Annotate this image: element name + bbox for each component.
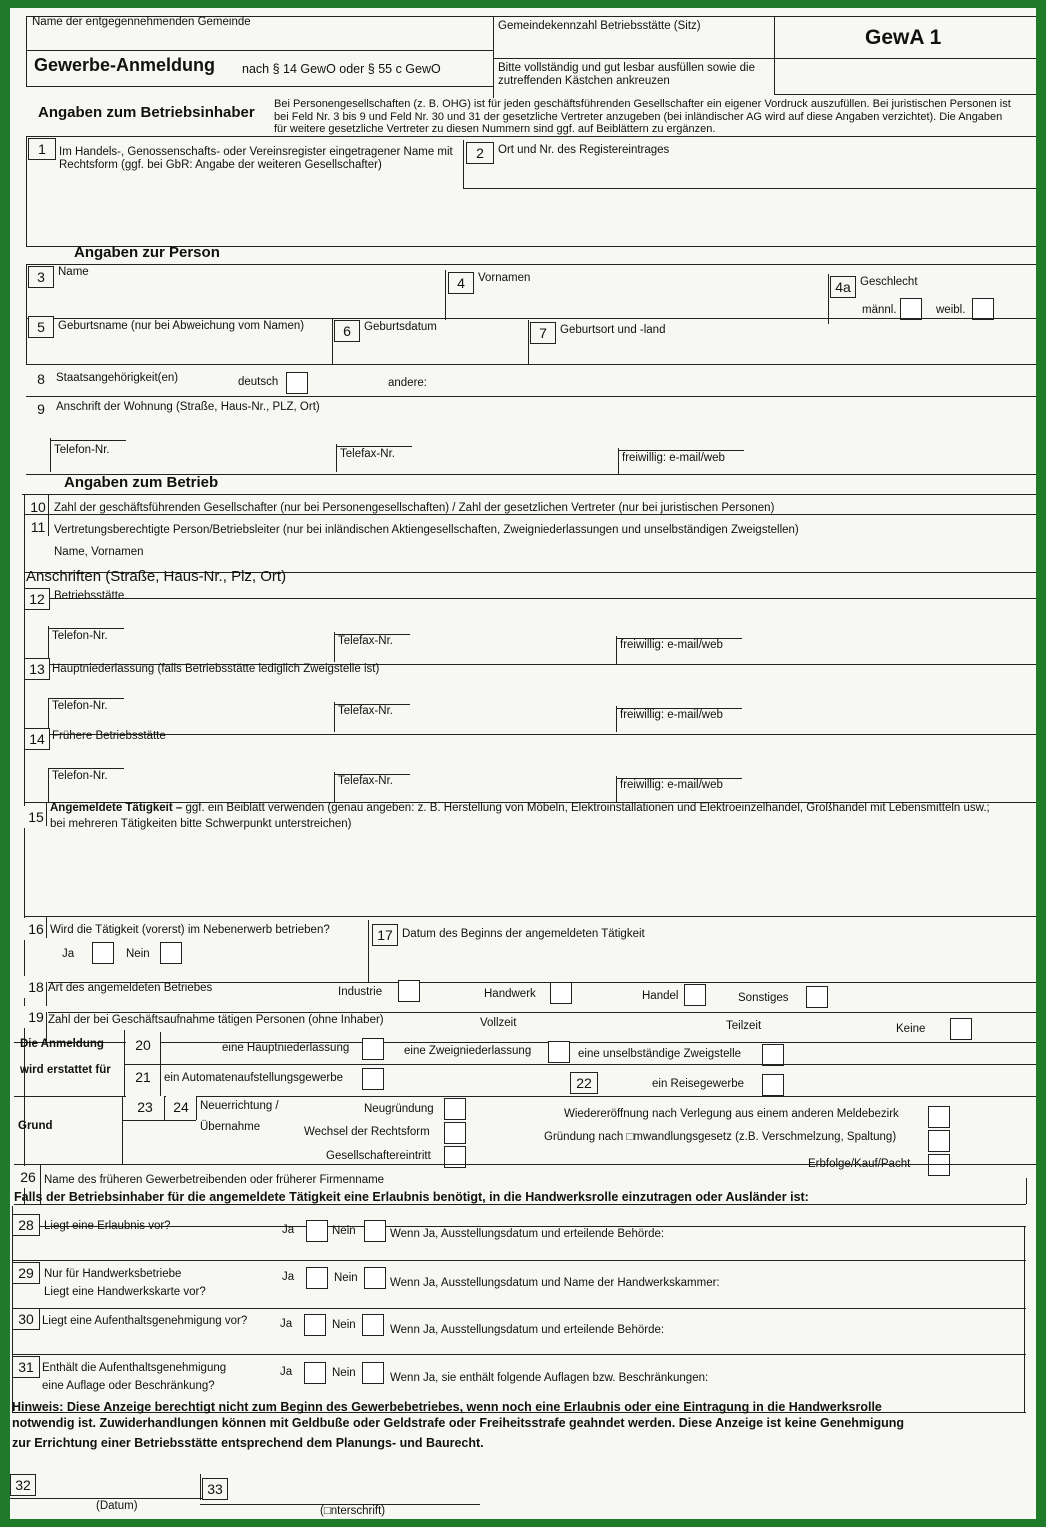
rule bbox=[122, 1120, 196, 1121]
industrie-checkbox[interactable] bbox=[398, 980, 420, 1002]
inhaber-heading: Angaben zum Betriebsinhaber bbox=[38, 104, 255, 121]
rule bbox=[124, 1064, 1036, 1065]
anschriften-heading: Anschriften (Straße, Haus-Nr., Plz, Ort) bbox=[26, 568, 287, 585]
field-number-18: 18 bbox=[24, 976, 48, 998]
field-31-wenn: Wenn Ja, sie enthält folgende Auflagen bzw. Beschränkungen: bbox=[390, 1372, 709, 1384]
rule bbox=[493, 58, 1036, 59]
rule bbox=[24, 734, 1036, 735]
field-18-label: Art des angemeldeten Betriebes bbox=[48, 982, 213, 994]
field-15-label-text: ggf. ein Beiblatt verwenden (genau angeben: z. B. Herstellung von Möbeln, Elektroinstallationen und Elektroeinzelhandel, Großhandel mit Lebensmitteln usw.; bbox=[185, 802, 990, 814]
rule bbox=[528, 320, 529, 364]
field-19-label: Zahl der bei Geschäftsaufnahme tätigen Personen (ohne Inhaber) bbox=[48, 1014, 384, 1026]
rule bbox=[828, 274, 829, 324]
neuerrichtung-label: Neuerrichtung / bbox=[200, 1100, 279, 1112]
handwerkskarte-ja-checkbox[interactable] bbox=[306, 1267, 328, 1289]
field-number-33: 33 bbox=[202, 1478, 228, 1500]
field-29-wenn: Wenn Ja, Ausstellungsdatum und Name der Handwerkskammer: bbox=[390, 1277, 720, 1289]
field-number-4: 4 bbox=[448, 272, 474, 294]
field-30-wenn: Wenn Ja, Ausstellungsdatum und erteilende Behörde: bbox=[390, 1324, 665, 1336]
rule bbox=[1024, 1226, 1025, 1412]
email-label-14: freiwillig: e-mail/web bbox=[620, 779, 723, 791]
rule bbox=[48, 514, 49, 536]
handwerk-label: Handwerk bbox=[484, 988, 536, 1000]
wiedereroeffnung-checkbox[interactable] bbox=[928, 1106, 950, 1128]
keine-label: Keine bbox=[896, 1023, 926, 1035]
betrieb-heading: Angaben zum Betrieb bbox=[64, 474, 219, 491]
aufenthalt-ja-checkbox[interactable] bbox=[304, 1314, 326, 1336]
field-number-13: 13 bbox=[24, 658, 50, 680]
field-number-22: 22 bbox=[570, 1072, 598, 1094]
field-16-ja-label: Ja bbox=[62, 948, 75, 960]
zweigstelle-label: eine unselbständige Zweigstelle bbox=[578, 1048, 742, 1060]
rule bbox=[334, 702, 335, 732]
rule bbox=[1026, 1178, 1027, 1204]
hauptniederlassung-label: eine Hauptniederlassung bbox=[222, 1042, 350, 1054]
field-8-label: Staatsangehörigkeit(en) bbox=[56, 372, 179, 384]
rule bbox=[368, 920, 369, 982]
rechtsform-label: Wechsel der Rechtsform bbox=[304, 1126, 430, 1138]
field-number-31: 31 bbox=[12, 1356, 40, 1378]
field-number-12: 12 bbox=[24, 588, 50, 610]
industrie-label: Industrie bbox=[338, 986, 383, 998]
field-29-label1: Nur für Handwerksbetriebe bbox=[44, 1268, 182, 1280]
rule bbox=[24, 916, 1036, 917]
field-30-nein: Nein bbox=[332, 1319, 356, 1331]
rule bbox=[774, 94, 1036, 95]
field-10-label: Zahl der geschäftsführenden Gesellschafter (nur bei Personengesellschaften) / Zahl der gesetzlichen Vertreter (nur bei juristischen Personen) bbox=[54, 502, 775, 514]
field-number-32: 32 bbox=[10, 1474, 36, 1496]
rule bbox=[26, 364, 1036, 365]
rule bbox=[12, 1308, 1026, 1309]
erbfolge-checkbox[interactable] bbox=[928, 1154, 950, 1176]
form-page bbox=[10, 8, 1036, 1519]
nebenerwerb-ja-checkbox[interactable] bbox=[92, 942, 114, 964]
erlaubnis-ja-checkbox[interactable] bbox=[306, 1220, 328, 1242]
erlaubnis-nein-checkbox[interactable] bbox=[364, 1220, 386, 1242]
field-number-19: 19 bbox=[24, 1006, 48, 1028]
hinweis-line-3: zur Errichtung einer Betriebsstätte entsprechend dem Planungs- und Baurecht. bbox=[12, 1436, 484, 1450]
field-31-nein: Nein bbox=[332, 1367, 356, 1379]
signature-line bbox=[10, 1498, 202, 1499]
field-2-label: Ort und Nr. des Registereintrages bbox=[498, 144, 670, 156]
phone-label-12: Telefon-Nr. bbox=[52, 630, 108, 642]
field-number-11: 11 bbox=[25, 516, 51, 538]
rule bbox=[12, 1354, 1026, 1355]
field-number-1: 1 bbox=[28, 138, 56, 160]
vollzeit-label: Vollzeit bbox=[480, 1017, 517, 1029]
hinweis-text-1: Diese Anzeige berechtigt nicht zum Beginn des Gewerbebetriebes, wenn noch eine Erlaubnis oder eine Eintragung in die Handwerksrolle bbox=[66, 1400, 882, 1414]
field-4a-label: Geschlecht bbox=[860, 276, 918, 288]
field-number-28: 28 bbox=[12, 1214, 40, 1236]
field-number-30: 30 bbox=[12, 1308, 40, 1330]
rule bbox=[26, 396, 1036, 397]
field-31-label1: Enthält die Aufenthaltsgenehmigung bbox=[42, 1362, 227, 1374]
handwerk-checkbox[interactable] bbox=[550, 982, 572, 1004]
instruction-text: Bitte vollständig und gut lesbar ausfüllen sowie die zutreffenden Kästchen ankreuzen bbox=[498, 62, 755, 88]
rule bbox=[46, 802, 47, 826]
sonstiges-label: Sonstiges bbox=[738, 992, 789, 1004]
form-code: GewA 1 bbox=[865, 26, 942, 49]
rule bbox=[164, 1096, 165, 1120]
field-number-21: 21 bbox=[126, 1066, 160, 1088]
rule bbox=[22, 494, 1036, 495]
field-28-ja: Ja bbox=[282, 1224, 295, 1236]
email-label-12: freiwillig: e-mail/web bbox=[620, 639, 723, 651]
field-3-label: Name bbox=[58, 266, 89, 278]
umwandlung-checkbox[interactable] bbox=[928, 1130, 950, 1152]
fax-label-14: Telefax-Nr. bbox=[338, 775, 393, 787]
field-number-29: 29 bbox=[12, 1262, 40, 1284]
zweigstelle-checkbox[interactable] bbox=[762, 1044, 784, 1066]
female-checkbox[interactable] bbox=[972, 298, 994, 320]
fax-label-12: Telefax-Nr. bbox=[338, 635, 393, 647]
zweigniederlassung-label: eine Zweigniederlassung bbox=[404, 1045, 532, 1057]
auflage-ja-checkbox[interactable] bbox=[304, 1362, 326, 1384]
rule bbox=[616, 706, 617, 732]
field-28-nein: Nein bbox=[332, 1225, 356, 1237]
datum-label: (Datum) bbox=[96, 1500, 138, 1512]
field-14-label: Frühere Betriebsstätte bbox=[52, 730, 166, 742]
hinweis-label: Hinweis: bbox=[12, 1400, 64, 1414]
rule bbox=[26, 50, 494, 51]
rule bbox=[12, 1260, 1026, 1261]
form-title-suffix: nach § 14 GewO oder § 55 c GewO bbox=[242, 62, 441, 76]
rule bbox=[463, 188, 1036, 189]
field-26-label: Name des früheren Gewerbetreibenden oder früherer Firmenname bbox=[44, 1174, 385, 1186]
field-number-7: 7 bbox=[530, 322, 556, 344]
rule bbox=[14, 1164, 1036, 1165]
field-number-20: 20 bbox=[126, 1034, 160, 1056]
fax-label-9: Telefax-Nr. bbox=[340, 448, 395, 460]
field-7-label: Geburtsort und -land bbox=[560, 324, 666, 336]
rule bbox=[50, 438, 51, 472]
rule bbox=[124, 1030, 125, 1096]
wiedereroeffnung-label: Wiedereröffnung nach Verlegung aus einem anderen Meldebezirk bbox=[564, 1108, 899, 1120]
rule bbox=[334, 632, 335, 662]
field-number-15: 15 bbox=[24, 806, 48, 828]
field-28-wenn: Wenn Ja, Ausstellungsdatum und erteilende Behörde: bbox=[390, 1228, 665, 1240]
field-number-5: 5 bbox=[28, 316, 54, 338]
field-17-label: Datum des Beginns der angemeldeten Tätigkeit bbox=[402, 928, 645, 940]
handel-label: Handel bbox=[642, 990, 679, 1002]
field-12-label: Betriebsstätte bbox=[54, 590, 125, 602]
rule bbox=[48, 628, 124, 629]
rechtsform-checkbox[interactable] bbox=[444, 1122, 466, 1144]
field-31-ja: Ja bbox=[280, 1366, 293, 1378]
inhaber-note: Bei Personengesellschaften (z. B. OHG) ist für jeden geschäftsführenden Gesellschafter ein eigener Vordruck auszufüllen. Bei juristischen Personen ist bei Feld Nr. 3 bis 9 und Feld Nr. 30 und 31 der gesetzliche Vertreter anzugeben (bei inländischer AG wird auf diese Angaben verzichtet). Die Angaben für weitere gesetzliche Vertreter zu diesen Nummern sind ggf. auf Beiblättern zu ergänzen. bbox=[274, 98, 1011, 136]
field-number-16: 16 bbox=[24, 918, 48, 940]
field-number-9: 9 bbox=[28, 398, 54, 420]
neugruendung-label: Neugründung bbox=[364, 1103, 434, 1115]
rule bbox=[48, 698, 49, 732]
rule bbox=[26, 86, 494, 87]
phone-label-14: Telefon-Nr. bbox=[52, 770, 108, 782]
rule bbox=[26, 136, 1036, 137]
field-number-10: 10 bbox=[25, 496, 51, 518]
male-label: männl. bbox=[862, 304, 897, 316]
rule bbox=[26, 264, 27, 364]
field-number-14: 14 bbox=[24, 728, 50, 750]
rule bbox=[196, 1096, 197, 1120]
rule bbox=[336, 444, 337, 472]
neugruendung-checkbox[interactable] bbox=[444, 1098, 466, 1120]
female-label: weibl. bbox=[936, 304, 966, 316]
rule bbox=[50, 440, 126, 441]
phone-label-9: Telefon-Nr. bbox=[54, 444, 110, 456]
field-15-label bbox=[50, 802, 1035, 815]
umwandlung-label: Gründung nach □mwandlungsgesetz (z.B. Verschmelzung, Spaltung) bbox=[544, 1131, 897, 1143]
field-6-label: Geburtsdatum bbox=[364, 321, 437, 333]
field-number-3: 3 bbox=[28, 266, 54, 288]
reisegewerbe-label: ein Reisegewerbe bbox=[652, 1078, 745, 1090]
rule bbox=[26, 318, 1036, 319]
deutsch-checkbox[interactable] bbox=[286, 372, 308, 394]
form-title: Gewerbe-Anmeldung bbox=[34, 55, 216, 75]
aufenthalt-nein-checkbox[interactable] bbox=[362, 1314, 384, 1336]
field-number-2: 2 bbox=[466, 142, 494, 164]
anmeldung-label-1: Die Anmeldung bbox=[20, 1038, 104, 1050]
auflage-nein-checkbox[interactable] bbox=[362, 1362, 384, 1384]
rule bbox=[26, 16, 27, 86]
field-number-6: 6 bbox=[334, 320, 360, 342]
field-31-label2: eine Auflage oder Beschränkung? bbox=[42, 1380, 215, 1392]
grund-label: Grund bbox=[18, 1120, 53, 1132]
fax-label-13: Telefax-Nr. bbox=[338, 705, 393, 717]
rule bbox=[26, 264, 1036, 265]
handwerkskarte-nein-checkbox[interactable] bbox=[364, 1267, 386, 1289]
rule bbox=[24, 1012, 1036, 1013]
rule bbox=[334, 772, 335, 802]
field-number-17: 17 bbox=[372, 924, 398, 946]
field-30-label: Liegt eine Aufenthaltsgenehmigung vor? bbox=[42, 1315, 248, 1327]
rule bbox=[445, 270, 446, 320]
email-label-13: freiwillig: e-mail/web bbox=[620, 709, 723, 721]
field-30-ja: Ja bbox=[280, 1318, 293, 1330]
email-label-9: freiwillig: e-mail/web bbox=[622, 452, 725, 464]
field-11-sub: Name, Vornamen bbox=[54, 546, 144, 558]
rule bbox=[26, 136, 27, 246]
zweigniederlassung-checkbox[interactable] bbox=[548, 1041, 570, 1063]
anmeldung-label-2: wird erstattet für bbox=[20, 1064, 111, 1076]
rule bbox=[336, 446, 412, 447]
field-16-nein-label: Nein bbox=[126, 948, 150, 960]
unterschrift-label: (□nterschrift) bbox=[320, 1505, 386, 1517]
field-number-8: 8 bbox=[28, 368, 54, 390]
field-29-ja: Ja bbox=[282, 1271, 295, 1283]
rule bbox=[200, 1474, 201, 1500]
gesellschaftereintritt-label: Gesellschaftereintritt bbox=[326, 1150, 431, 1162]
kennzahl-label: Gemeindekennzahl Betriebsstätte (Sitz) bbox=[498, 20, 701, 32]
phone-label-13: Telefon-Nr. bbox=[52, 700, 108, 712]
hinweis-line-2: notwendig ist. Zuwiderhandlungen können mit Geldbuße oder Geldstrafe oder Freiheitsstrafe geahndet werden. Diese Anzeige ist keine Genehmigung bbox=[12, 1416, 905, 1430]
erbfolge-label: Erbfolge/Kauf/Pacht bbox=[808, 1158, 911, 1170]
andere-label: andere: bbox=[388, 377, 428, 389]
male-checkbox[interactable] bbox=[900, 298, 922, 320]
rule bbox=[14, 1042, 1036, 1043]
field-15-label-bold: Angemeldete Tätigkeit – bbox=[50, 802, 183, 814]
rule bbox=[24, 514, 1036, 515]
rule bbox=[48, 768, 49, 802]
rule bbox=[463, 140, 464, 188]
field-number-23: 23 bbox=[126, 1096, 164, 1118]
rule bbox=[48, 698, 124, 699]
rule bbox=[332, 318, 333, 364]
uebernahme-label: Übernahme bbox=[200, 1121, 261, 1133]
field-number-24: 24 bbox=[166, 1096, 196, 1118]
rule bbox=[46, 916, 47, 938]
field-1-label: Im Handels-, Genossenschafts- oder Vereinsregister eingetragener Name mit Rechtsform (ggf. bei GbR: Angabe der weiteren Gesellschafter) bbox=[59, 146, 453, 172]
reisegewerbe-checkbox[interactable] bbox=[762, 1074, 784, 1096]
rule bbox=[48, 494, 49, 514]
person-heading: Angaben zur Person bbox=[74, 244, 220, 261]
rule bbox=[48, 768, 124, 769]
rule bbox=[122, 1096, 123, 1164]
automaten-label: ein Automatenaufstellungsgewerbe bbox=[164, 1072, 344, 1084]
field-4-label: Vornamen bbox=[478, 272, 531, 284]
rule bbox=[618, 448, 619, 474]
field-29-label2: Liegt eine Handwerkskarte vor? bbox=[44, 1286, 206, 1298]
handel-checkbox[interactable] bbox=[684, 984, 706, 1006]
rule bbox=[24, 598, 1036, 599]
field-28-label: Liegt eine Erlaubnis vor? bbox=[44, 1220, 171, 1232]
field-9-label: Anschrift der Wohnung (Straße, Haus-Nr., PLZ, Ort) bbox=[56, 401, 320, 413]
rule bbox=[618, 450, 744, 451]
gemeinde-label: Name der entgegennehmenden Gemeinde bbox=[32, 16, 251, 28]
field-13-label: Hauptniederlassung (falls Betriebsstätte lediglich Zweigstelle ist) bbox=[52, 663, 380, 675]
sonstiges-checkbox[interactable] bbox=[806, 986, 828, 1008]
rule bbox=[774, 16, 775, 94]
field-16-label: Wird die Tätigkeit (vorerst) im Nebenerwerb betrieben? bbox=[50, 924, 330, 936]
keine-checkbox[interactable] bbox=[950, 1018, 972, 1040]
rule bbox=[616, 636, 617, 664]
field-number-26: 26 bbox=[14, 1166, 42, 1188]
field-29-nein: Nein bbox=[334, 1272, 358, 1284]
nebenerwerb-nein-checkbox[interactable] bbox=[160, 942, 182, 964]
automaten-checkbox[interactable] bbox=[362, 1068, 384, 1090]
hauptniederlassung-checkbox[interactable] bbox=[362, 1038, 384, 1060]
field-11-label: Vertretungsberechtigte Person/Betriebsleiter (nur bei inländischen Aktiengesellschaften, Zweigniederlassungen und unselbständigen Zweigstellen) bbox=[54, 524, 799, 536]
rule bbox=[616, 776, 617, 802]
field-number-4a: 4a bbox=[830, 276, 856, 298]
field-5-label: Geburtsname (nur bei Abweichung vom Namen) bbox=[58, 320, 305, 332]
erlaubnis-heading: Falls der Betriebsinhaber für die angemeldete Tätigkeit eine Erlaubnis benötigt, in die Handwerksrolle einzutragen oder Ausländer ist: bbox=[14, 1190, 809, 1204]
field-15-label2: bei mehreren Tätigkeiten bitte Schwerpunkt unterstreichen) bbox=[50, 818, 352, 830]
teilzeit-label: Teilzeit bbox=[726, 1020, 762, 1032]
deutsch-label: deutsch bbox=[238, 376, 279, 388]
hinweis-line-1 bbox=[12, 1400, 882, 1414]
